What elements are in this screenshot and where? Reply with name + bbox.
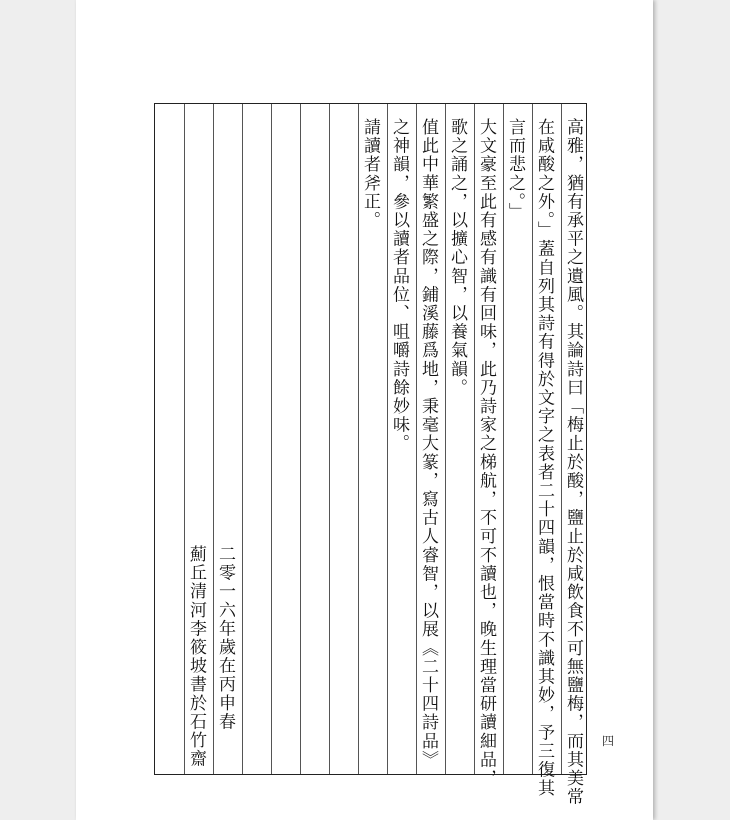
signature-date: 二零一六年歲在丙申春 bbox=[215, 545, 235, 731]
text-column: 大文豪至此有感有識有回味，此乃詩家之梯航，不可不讀也，晚生理當研讀細品， bbox=[476, 118, 496, 788]
text-column: 之神韻，參以讀者品位、咀嚼詩餘妙味。 bbox=[389, 118, 409, 453]
text-column: 請讀者斧正。 bbox=[360, 118, 380, 230]
text-column: 歌之誦之，以擴心智，以養氣韻。 bbox=[447, 118, 467, 397]
text-column: 在咸酸之外。」蓋自列其詩有得於文字之表者二十四韻，恨當時不識其妙，予三復其 bbox=[534, 118, 554, 798]
signature-author: 薊丘清河李筱坡書於石竹齋 bbox=[186, 545, 206, 769]
column-rule bbox=[329, 104, 330, 774]
text-column: 高雅，猶有承平之遺風。其論詩曰「梅止於酸，鹽止於咸飲食不可無鹽梅，而其美常 bbox=[563, 118, 583, 807]
text-column: 值此中華繁盛之際，鋪溪藤爲地，秉毫大篆，寫古人睿智，以展《二十四詩品》 bbox=[418, 118, 438, 769]
column-rule bbox=[300, 104, 301, 774]
text-column: 言而悲之。」 bbox=[505, 118, 525, 222]
page-number: 四 bbox=[602, 734, 615, 748]
column-rule bbox=[242, 104, 243, 774]
column-rule bbox=[271, 104, 272, 774]
